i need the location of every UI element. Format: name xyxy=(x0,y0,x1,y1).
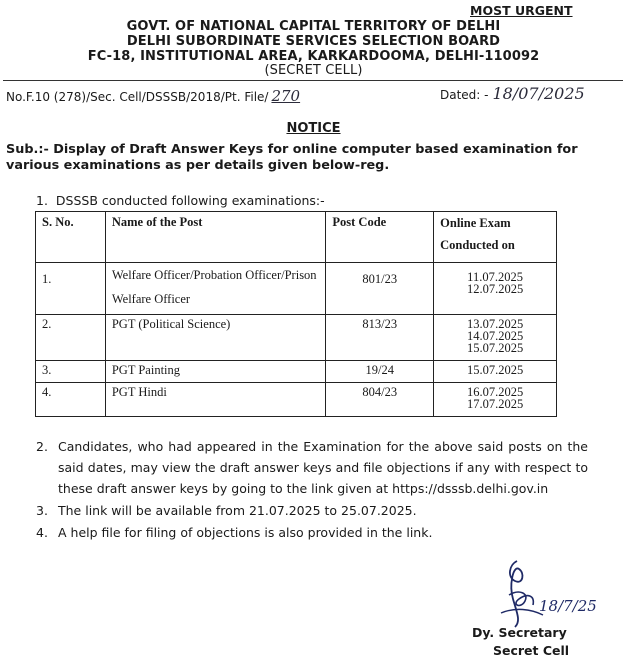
header-divider xyxy=(3,80,623,81)
signature-stroke xyxy=(501,609,543,615)
row-date: 14.07.2025 xyxy=(466,329,524,343)
row-code: 801/23 xyxy=(326,263,434,315)
row-dates xyxy=(434,383,557,417)
row-dates xyxy=(434,361,557,383)
table-row xyxy=(36,263,557,315)
notice-items xyxy=(36,436,588,544)
signatory-office: Secret Cell xyxy=(493,643,570,658)
row-code: 804/23 xyxy=(326,383,434,417)
row-date: 17.07.2025 xyxy=(466,397,524,411)
row-date: 11.07.2025 xyxy=(467,270,523,284)
header-address: FC-18, INSTITUTIONAL AREA, KARKARDOOMA, DELHI-110092 xyxy=(87,49,540,64)
row-post: PGT Hindi xyxy=(105,383,326,417)
row-code: 19/24 xyxy=(326,361,434,383)
row-sno: 1. xyxy=(36,263,106,315)
item-2 xyxy=(36,436,588,499)
file-number-handwritten: 270 xyxy=(271,87,301,105)
dated-handwritten: 18/07/2025 xyxy=(492,84,585,103)
row-date: 15.07.2025 xyxy=(466,341,524,355)
header-post: Name of the Post xyxy=(105,212,326,263)
subject-line: Sub.:- Display of Draft Answer Keys for online computer based examination for various examinations as per details given below-reg. xyxy=(6,142,578,173)
header-sno: S. No. xyxy=(36,212,106,263)
item-4-text: A help file for filing of objections is also provided in the link. xyxy=(58,525,433,540)
table-row xyxy=(36,315,557,361)
row-date: 13.07.2025 xyxy=(466,317,524,331)
row-post: PGT Painting xyxy=(105,361,326,383)
file-number-prefix: No.F.10 (278)/Sec. Cell/DSSSB/2018/Pt. File/ xyxy=(6,90,269,104)
row-post: Welfare Officer/Probation Officer/Prison Welfare Officer xyxy=(105,263,326,315)
signature-graphic xyxy=(495,555,605,635)
exam-table xyxy=(35,211,557,417)
signature-date: 18/7/25 xyxy=(539,597,597,615)
row-dates xyxy=(434,315,557,361)
item-1 xyxy=(36,193,325,208)
table-row xyxy=(36,361,557,383)
file-number xyxy=(6,87,300,105)
table-header-row xyxy=(36,212,557,263)
item-2-text: Candidates, who had appeared in the Examination for the above said posts on the said dates, may view the draft answer keys and file objections if any with respect to these draft answer keys by going to the link given at https://dsssb.delhi.gov.in xyxy=(58,439,588,496)
item-4-number: 4. xyxy=(36,525,48,540)
row-sno: 2. xyxy=(36,315,106,361)
row-date: 12.07.2025 xyxy=(466,282,524,296)
header-secret-cell: (SECRET CELL) xyxy=(264,63,363,78)
item-4 xyxy=(36,522,588,543)
item-1-text: DSSSB conducted following examinations:- xyxy=(55,193,325,208)
header-code: Post Code xyxy=(326,212,434,263)
row-code: 813/23 xyxy=(326,315,434,361)
row-sno: 3. xyxy=(36,361,106,383)
table-row xyxy=(36,383,557,417)
notice-title: NOTICE xyxy=(286,121,341,136)
row-date: 15.07.2025 xyxy=(466,363,524,377)
item-3-text: The link will be available from 21.07.2025 to 25.07.2025. xyxy=(58,503,417,518)
urgency-label: MOST URGENT xyxy=(470,3,573,18)
header-govt: GOVT. OF NATIONAL CAPITAL TERRITORY OF DELHI xyxy=(126,19,501,34)
dated-label: Dated: - xyxy=(440,88,489,102)
row-sno: 4. xyxy=(36,383,106,417)
item-1-number: 1. xyxy=(36,193,48,208)
row-date: 16.07.2025 xyxy=(466,385,524,399)
item-3 xyxy=(36,500,588,521)
row-dates xyxy=(434,263,557,315)
dated xyxy=(440,84,585,103)
row-post: PGT (Political Science) xyxy=(105,315,326,361)
item-3-number: 3. xyxy=(36,503,48,518)
signatory-title: Dy. Secretary xyxy=(472,625,567,640)
item-2-number: 2. xyxy=(36,439,48,454)
header-board: DELHI SUBORDINATE SERVICES SELECTION BOARD xyxy=(126,34,501,49)
header-date: Online Exam Conducted on xyxy=(434,212,557,263)
